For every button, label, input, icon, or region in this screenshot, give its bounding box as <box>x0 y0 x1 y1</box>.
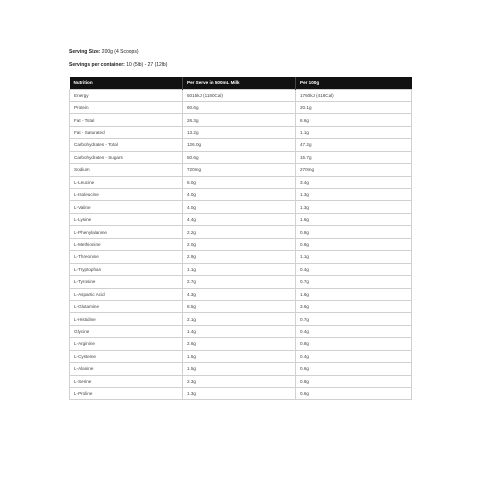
nutrient-name-cell: L-Aspartic Acid <box>70 288 183 300</box>
header-nutrition: Nutrition <box>70 77 183 89</box>
table-row <box>70 288 412 300</box>
nutrient-name-cell: Protein <box>70 101 183 113</box>
per-100g-cell: 0.8g <box>296 338 412 350</box>
per-serve-cell: 26.3g <box>183 114 296 126</box>
nutrient-name-cell: L-Phenylalanine <box>70 226 183 238</box>
nutrient-name-cell: L-Serine <box>70 375 183 387</box>
table-row <box>70 201 412 213</box>
per-serve-cell: 2.9g <box>183 251 296 263</box>
serving-size <box>69 49 139 56</box>
header-row <box>70 77 412 89</box>
table-row <box>70 238 412 250</box>
per-100g-cell: 1.3g <box>296 201 412 213</box>
nutrient-name-cell: L-Methionine <box>70 238 183 250</box>
nutrient-name-cell: L-Glutamine <box>70 300 183 312</box>
table-row <box>70 375 412 387</box>
table-row <box>70 213 412 225</box>
per-serve-cell: 1.1g <box>183 263 296 275</box>
nutrient-name-cell: Carbohydrates - Total <box>70 139 183 151</box>
nutrient-name-cell: L-Lysine <box>70 213 183 225</box>
table-row <box>70 325 412 337</box>
per-100g-cell: 8.6g <box>296 114 412 126</box>
per-serve-cell: 1.5g <box>183 363 296 375</box>
table-row <box>70 313 412 325</box>
serving-size-label: Serving Size: <box>69 49 101 55</box>
per-100g-cell: 0.8g <box>296 375 412 387</box>
per-100g-cell: 0.4g <box>296 350 412 362</box>
per-serve-cell: 1.5g <box>183 350 296 362</box>
table-row <box>70 89 412 101</box>
nutrient-name-cell: L-Tryptophan <box>70 263 183 275</box>
per-serve-cell: 2.2g <box>183 226 296 238</box>
per-serve-cell: 8.5g <box>183 300 296 312</box>
per-100g-cell: 3.4g <box>296 176 412 188</box>
nutrient-name-cell: Sodium <box>70 164 183 176</box>
table-row <box>70 139 412 151</box>
servings-per-container-value: 10 (5lb) - 27 (12lb) <box>126 62 168 68</box>
per-100g-cell: 0.7g <box>296 313 412 325</box>
table-row <box>70 263 412 275</box>
header-per-100g: Per 100g <box>300 80 320 86</box>
nutrient-name-cell: L-Histidine <box>70 313 183 325</box>
table-row <box>70 363 412 375</box>
per-100g-cell: 1.1g <box>296 251 412 263</box>
table-row <box>70 189 412 201</box>
nutrient-name-cell: L-Threonine <box>70 251 183 263</box>
table-row <box>70 338 412 350</box>
table-row <box>70 164 412 176</box>
nutrient-name-cell: L-Valine <box>70 201 183 213</box>
table-row <box>70 300 412 312</box>
per-100g-cell: 47.2g <box>296 139 412 151</box>
nutrient-name-cell: Fat - Saturated <box>70 126 183 138</box>
nutrient-name-cell: Energy <box>70 89 183 101</box>
per-100g-cell: 15.7g <box>296 151 412 163</box>
per-serve-cell: 2.3g <box>183 375 296 387</box>
per-serve-cell: 1.3g <box>183 388 296 400</box>
table-row <box>70 350 412 362</box>
per-serve-cell: 720mg <box>183 164 296 176</box>
per-100g-cell: 0.4g <box>296 325 412 337</box>
nutrition-table <box>69 77 412 400</box>
nutrient-name-cell: L-Arginine <box>70 338 183 350</box>
per-100g-cell: 1.3g <box>296 189 412 201</box>
per-100g-cell: 0.6g <box>296 388 412 400</box>
per-100g-cell: 1.6g <box>296 288 412 300</box>
table-row <box>70 101 412 113</box>
table-row <box>70 126 412 138</box>
table-row <box>70 251 412 263</box>
per-serve-cell: 126.0g <box>183 139 296 151</box>
per-serve-cell: 4.0g <box>183 201 296 213</box>
per-serve-cell: 2.0g <box>183 238 296 250</box>
table-row <box>70 176 412 188</box>
nutrient-name-cell: L-Leucine <box>70 176 183 188</box>
per-100g-cell: 20.1g <box>296 101 412 113</box>
nutrient-name-cell: Glycine <box>70 325 183 337</box>
table-row <box>70 276 412 288</box>
table-row <box>70 388 412 400</box>
per-100g-cell: 0.8g <box>296 226 412 238</box>
per-100g-cell: 3.6g <box>296 300 412 312</box>
nutrient-name-cell: L-Cysteine <box>70 350 183 362</box>
per-serve-cell: 4.3g <box>183 288 296 300</box>
per-100g-cell: 1.1g <box>296 126 412 138</box>
nutrient-name-cell: L-Proline <box>70 388 183 400</box>
nutrition-table-header <box>70 77 412 89</box>
nutrient-name-cell: L-Isoleucine <box>70 189 183 201</box>
table-row <box>70 114 412 126</box>
per-100g-cell: 0.7g <box>296 276 412 288</box>
nutrient-name-cell: Fat - Total <box>70 114 183 126</box>
per-serve-cell: 1.4g <box>183 325 296 337</box>
per-serve-cell: 2.6g <box>183 338 296 350</box>
per-100g-cell: 1.6g <box>296 213 412 225</box>
per-serve-cell: 2.7g <box>183 276 296 288</box>
per-serve-cell: 50.6g <box>183 151 296 163</box>
nutrient-name-cell: L-Alanine <box>70 363 183 375</box>
per-100g-cell: 0.4g <box>296 263 412 275</box>
per-100g-cell: 0.6g <box>296 363 412 375</box>
servings-per-container <box>69 62 167 69</box>
serving-size-value: 200g (4 Scoops) <box>101 49 139 55</box>
table-row <box>70 151 412 163</box>
table-row <box>70 226 412 238</box>
per-serve-cell: 2.1g <box>183 313 296 325</box>
per-serve-cell: 6.0g <box>183 176 296 188</box>
nutrient-name-cell: L-Tyrosine <box>70 276 183 288</box>
per-100g-cell: 0.8g <box>296 238 412 250</box>
per-serve-cell: 5015kJ (1180Cal) <box>183 89 296 101</box>
per-serve-cell: 13.2g <box>183 126 296 138</box>
per-100g-cell: 270mg <box>296 164 412 176</box>
per-serve-cell: 4.4g <box>183 213 296 225</box>
header-per-serve: Per Serve in 500mL Milk <box>183 77 296 89</box>
nutrition-table-body <box>70 89 412 400</box>
per-serve-cell: 4.0g <box>183 189 296 201</box>
per-serve-cell: 60.6g <box>183 101 296 113</box>
servings-per-container-label: Servings per container: <box>69 62 125 68</box>
nutrient-name-cell: Carbohydrates - Sugars <box>70 151 183 163</box>
per-100g-cell: 1760kJ (418Cal) <box>296 89 412 101</box>
